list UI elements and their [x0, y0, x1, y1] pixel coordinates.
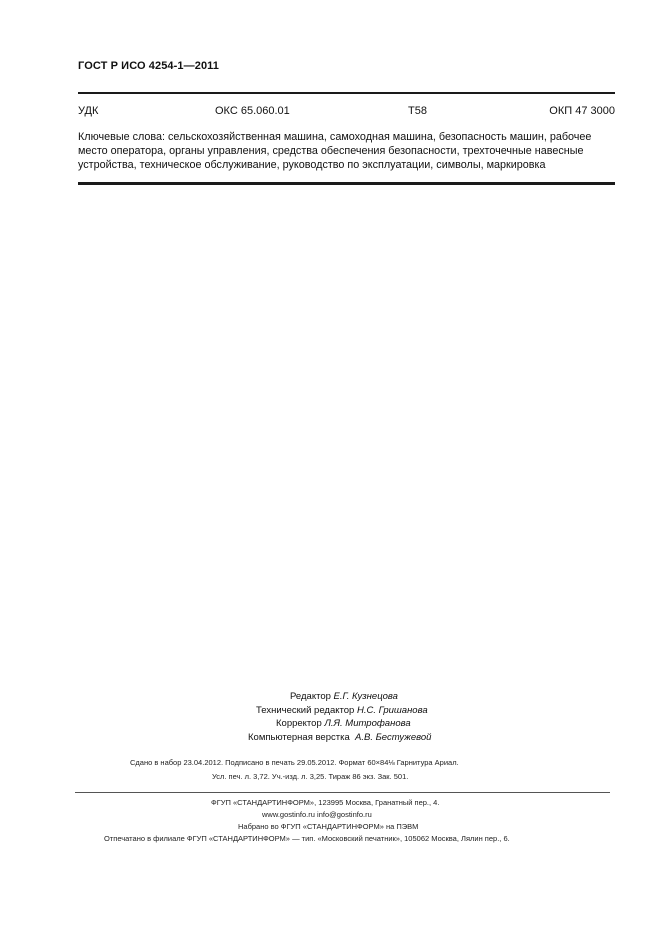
keywords-paragraph: [78, 130, 615, 172]
credit-label: Редактор: [290, 691, 331, 702]
print-info: Отпечатано в филиале ФГУП «СТАНДАРТИНФОРМ» — тип. «Московский печатник», 105062 Москва, Лялин пер., 6.: [104, 834, 510, 843]
document-code: ГОСТ Р ИСО 4254-1—2011: [78, 60, 219, 72]
publisher-contacts: www.gostinfo.ru info@gostinfo.ru: [262, 810, 372, 819]
classification-row: [78, 105, 615, 119]
credit-proofreader: [276, 717, 411, 731]
keywords-line: Ключевые слова: сельскохозяйственная машина, самоходная машина, безопасность машин, рабочее: [78, 131, 592, 143]
credit-label: Корректор: [276, 718, 322, 729]
credit-tech-editor: [256, 704, 428, 718]
keywords-divider: [78, 182, 615, 185]
keywords-line: устройства, техническое обслуживание, руководство по эксплуатации, символы, маркировка: [78, 159, 546, 171]
credit-name: А.В. Бестужевой: [355, 731, 432, 743]
credit-label: Компьютерная верстка: [248, 731, 350, 743]
publication-info-line1: Сдано в набор 23.04.2012. Подписано в печать 29.05.2012. Формат 60×84⅛ Гарнитура Ариал.: [130, 758, 459, 767]
credit-name: Н.С. Гришанова: [356, 704, 428, 716]
credit-name: Е.Г. Кузнецова: [333, 691, 398, 702]
credit-label: Технический редактор: [256, 704, 355, 716]
footer-divider: [75, 792, 610, 793]
credit-name: Л.Я. Митрофанова: [324, 718, 411, 729]
publisher-address: ФГУП «СТАНДАРТИНФОРМ», 123995 Москва, Гранатный пер., 4.: [211, 798, 440, 807]
typeset-info: Набрано во ФГУП «СТАНДАРТИНФОРМ» на ПЭВМ: [238, 822, 419, 831]
oks-code: ОКС 65.060.01: [215, 105, 290, 117]
keywords-line: место оператора, органы управления, средства обеспечения безопасности, трехточечные навесные: [78, 145, 584, 157]
udk-label: УДК: [78, 105, 99, 117]
header-divider: [78, 92, 615, 94]
credit-layout: [248, 731, 431, 745]
t-code: Т58: [408, 105, 427, 117]
credit-editor: [290, 690, 398, 704]
okp-code: ОКП 47 3000: [549, 105, 615, 117]
publication-info-line2: Усл. печ. л. 3,72. Уч.-изд. л. 3,25. Тираж 86 экз. Зак. 501.: [212, 772, 409, 781]
